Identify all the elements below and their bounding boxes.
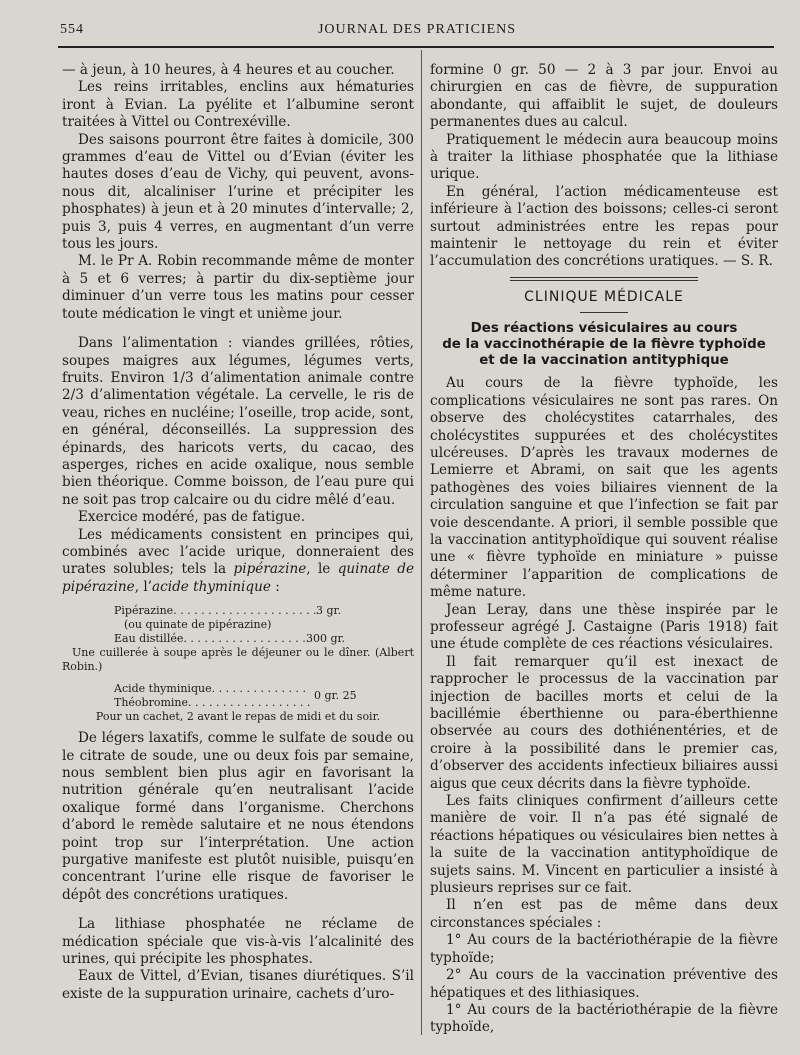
paragraph: La lithiase phosphatée ne réclame de médication spéciale que vis-à-vis l’alcalinité des urines, qui précipite les phosphates. <box>62 916 414 968</box>
ingredient: Eau distillée. . . . . . . . . . . . . . . . . . <box>114 632 306 646</box>
dose: 300 gr. <box>306 632 346 646</box>
prescription-formula <box>62 682 414 724</box>
paragraph: En général, l’action médicamenteuse est inférieure à l’action des boissons; celles-ci seront surtout administrées entre les repas pour maintenir le nettoyage du rein et éviter l’accumulation des concrétions uratiques. — S. R. <box>430 183 778 270</box>
dose: 3 gr. <box>316 604 342 618</box>
paragraph: Jean Leray, dans une thèse inspirée par le professeur agrégé J. Castaigne (Paris 1918) fait une étude complète de ces réactions vésiculaires. <box>430 601 778 653</box>
paragraph: Les reins irritables, enclins aux hématuries iront à Evian. La pyélite et l’albumine seront traitées à Vittel ou Contrexéville. <box>62 79 414 131</box>
formula-note: Pour un cachet, 2 avant le repas de midi et du soir. <box>95 710 381 724</box>
paragraph: De légers laxatifs, comme le sulfate de soude ou le citrate de soude, une ou deux fois par semaine, nous semblent bien plus agir en favorisant la nutrition générale qu’en neutralisant l’acide oxalique formé dans l’organisme. Cherchons d’abord le remède salutaire et ne nous étendons point trop sur l’interprétation. Une action purgative manifeste est plutôt nuisible, puisqu’en concentrant l’urine elle risque de favoriser le dépôt des concrétions uratiques. <box>62 730 414 903</box>
divider <box>580 312 628 313</box>
paragraph: Pratiquement le médecin aura beaucoup moins à traiter la lithiase phosphatée que la lithiase urique. <box>430 131 778 183</box>
paragraph: Les faits cliniques confirment d’ailleurs cette manière de voir. Il n’a pas été signalé de réactions hépatiques ou vésiculaires bien nettes à la suite de la vaccination antityphoïdique de sujets sains. M. Vincent en particulier a insisté à plusieurs reprises sur ce fait. <box>430 793 778 897</box>
page-header <box>60 22 774 46</box>
formula-note: Une cuillerée à soupe après le déjeuner ou le dîner. (Albert Robin.) <box>62 646 414 674</box>
dose: 0 gr. 25 <box>314 689 357 703</box>
paragraph: Il fait remarquer qu’il est inexact de rapprocher le processus de la vaccination par injection de bacilles morts et celui de la bacillémie éberthienne ou para-éberthienne observée au cours des dothiénentéries, et de croire à la possibilité dans le premier cas, d’observer des accidents infectieux biliaires aussi aigus que ceux décrits dans la fièvre typhoïde. <box>430 653 778 792</box>
right-column <box>430 62 778 1037</box>
paragraph: — à jeun, à 10 heures, à 4 heures et au coucher. <box>62 62 395 78</box>
article-title: Des réactions vésiculaires au cours de la vaccinothérapie de la fièvre typhoïde et de la vaccination antityphique <box>442 321 766 369</box>
journal-title: JOURNAL DES PRATICIENS <box>317 22 517 37</box>
paragraph: Exercice modéré, pas de fatigue. <box>78 509 306 526</box>
ingredient-note: (ou quinate de pipérazine) <box>124 618 272 632</box>
paragraph: formine 0 gr. 50 — 2 à 3 par jour. Envoi au chirurgien en cas de fièvre, de suppuration abondante, qui affaiblit le sujet, de douleurs permanentes dues au calcul. <box>430 62 778 131</box>
paragraph: Des saisons pourront être faites à domicile, 300 grammes d’eau de Vittel ou d’Evian (éviter les hautes doses d’eau de Vichy, qui peuvent, avons-nous dit, alcaliniser l’urine et précipiter les phosphates) à jeun et à 20 minutes d’intervalle; 2, puis 3, puis 4 verres, en augmentant d’un verre tous les jours. <box>62 131 414 253</box>
paragraph: Au cours de la fièvre typhoïde, les complications vésiculaires ne sont pas rares. On observe des cholécystites catarrhales, des cholécystites suppurées et des cholécystites ulcéreuses. D’après les travaux modernes de Lemierre et Abrami, on sait que les agents pathogènes des voies biliaires viennent de la circulation sanguine et que l’infection se fait par voie descendante. A priori, il semble possible que la vaccination antityphoïdique qui souvent réalise une « fièvre typhoïde en miniature » puisse déterminer l’apparition de complications de même nature. <box>430 375 778 601</box>
paragraph: Il n’en est pas de même dans deux circonstances spéciales : <box>430 897 778 931</box>
header-rule <box>58 46 774 48</box>
paragraph: 2° Au cours de la vaccination préventive des hépatiques et des lithiasiques. <box>430 967 778 1001</box>
paragraph: Eaux de Vittel, d’Evian, tisanes diurétiques. S’il existe de la suppuration urinaire, cachets d’uro- <box>62 968 414 1002</box>
ingredient: Théobromine. . . . . . . . . . . . . . . . . . <box>114 696 311 710</box>
left-column <box>62 62 414 1003</box>
section-title: CLINIQUE MÉDICALE <box>524 288 684 305</box>
ingredient: Pipérazine. . . . . . . . . . . . . . . . . . . . . <box>114 604 317 618</box>
paragraph: Dans l’alimentation : viandes grillées, rôties, soupes maigres aux légumes, légumes verts, fruits. Environ 1/3 d’alimentation animale contre 2/3 d’alimentation végétale. La cervelle, le ris de veau, riches en nucléine; l’oseille, trop acide, sont, en général, déconseillés. La suppression des épinards, des haricots verts, du cacao, des asperges, riches en acide oxalique, nous semble bien théorique. Comme boisson, de l’eau pure qui ne soit pas trop calcaire ou du cidre mêlé d’eau. <box>62 335 414 508</box>
paragraph: Les médicaments consistent en principes qui, combinés avec l’acide urique, donneraient des urates solubles; tels la pipérazine, le quinate de pipérazine, l’acide thyminique : <box>62 526 415 595</box>
section-divider <box>510 277 698 281</box>
paragraph: 1° Au cours de la bactériothérapie de la fièvre typhoïde, <box>430 1001 778 1036</box>
paragraph: 1° Au cours de la bactériothérapie de la fièvre typhoïde; <box>430 932 778 966</box>
paragraph: M. le Pr A. Robin recommande même de monter à 5 et 6 verres; à partir du dix-septième jour diminuer d’un verre tous les matins pour cesser toute médication le vingt et unième jour. <box>62 253 414 322</box>
ingredient: Acide thyminique. . . . . . . . . . . . . . <box>114 682 306 696</box>
page-number: 554 <box>60 22 84 37</box>
prescription-formula <box>62 604 414 674</box>
